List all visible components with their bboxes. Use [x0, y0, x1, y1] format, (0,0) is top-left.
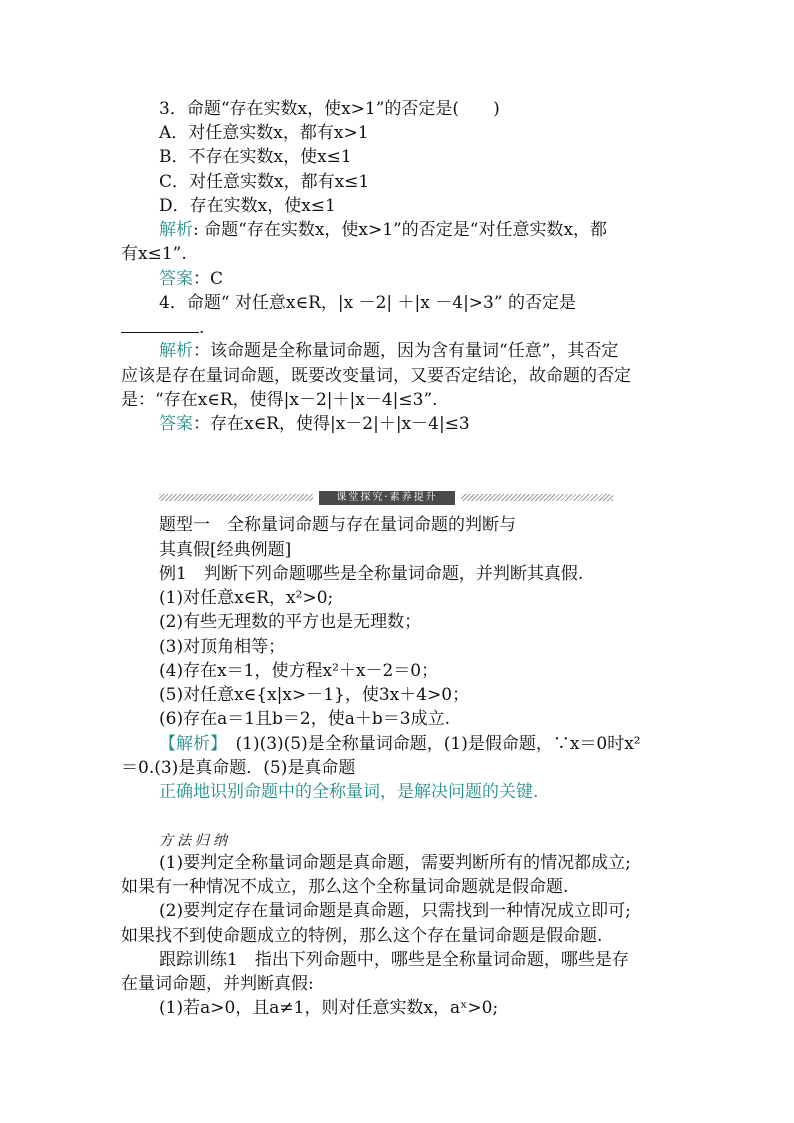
practice1-stem-cont: 在量词命题，并判断真假:	[121, 974, 314, 994]
example1-stem: 例1 判断下列命题哪些是全称量词命题，并判断其真假.	[159, 564, 584, 584]
q3-explanation-cont: 有x≤1”.	[121, 244, 187, 264]
method-summary-title: 方法归纳	[159, 833, 231, 849]
example1-solution	[159, 733, 641, 755]
divider-hatch-right	[461, 494, 613, 501]
q3-answer	[159, 268, 223, 290]
practice1-stem: 跟踪训练1 指出下列命题中，哪些是全称量词命题，哪些是存	[159, 950, 629, 970]
q4-blank-line	[121, 316, 204, 339]
q4-explanation-cont-2: 是：“存在x∈R，使得|x－2|＋|x－4|≤3”.	[121, 390, 438, 410]
example1-solution-label: 【解析】	[159, 734, 219, 754]
example1-item-1: (1)对任意x∈R，x²>0;	[159, 588, 334, 608]
section-divider	[159, 491, 613, 505]
example1-note: 正确地识别命题中的全称量词，是解决问题的关键.	[159, 782, 539, 802]
q3-stem: 3．命题“存在实数x，使x>1”的否定是( )	[159, 99, 500, 119]
example1-item-3: (3)对顶角相等；	[159, 637, 286, 657]
q3-explanation	[159, 219, 607, 241]
example1-item-5: (5)对任意x∈{x|x>－1}，使3x＋4>0；	[159, 685, 470, 705]
q3-option-a: A．对任意实数x，都有x>1	[159, 123, 369, 143]
q3-option-b: B．不存在实数x，使x≤1	[159, 147, 352, 167]
q4-answer-text: ：存在x∈R，使得|x－2|＋|x－4|≤3	[193, 414, 470, 434]
q3-option-c: C．对任意实数x，都有x≤1	[159, 172, 370, 192]
q4-explanation-label: 解析	[159, 341, 193, 361]
method-point-1: (1)要判定全称量词命题是真命题，需要判断所有的情况都成立;	[159, 853, 631, 873]
divider-hatch-left	[159, 494, 313, 501]
q4-answer	[159, 413, 470, 435]
q4-answer-label: 答案	[159, 414, 193, 434]
method-point-1-cont: 如果有一种情况不成立，那么这个全称量词命题就是假命题.	[121, 877, 569, 897]
type1-title: 题型一 全称量词命题与存在量词命题的判断与	[159, 515, 516, 535]
example1-solution-cont: ＝0.(3)是真命题．(5)是真命题	[121, 758, 356, 778]
q3-explanation-label: 解析	[159, 220, 193, 240]
q4-blank-period: .	[199, 318, 205, 338]
example1-item-2: (2)有些无理数的平方也是无理数；	[159, 612, 422, 632]
example1-item-4: (4)存在x＝1，使方程x²＋x－2＝0；	[159, 661, 439, 681]
type1-title-cont: 其真假[经典例题]	[159, 540, 292, 560]
q3-explanation-text: : 命题“存在实数x，使x>1”的否定是“对任意实数x，都	[193, 220, 608, 240]
q4-explanation-cont-1: 应该是存在量词命题，既要改变量词，又要否定结论，故命题的否定	[121, 366, 631, 386]
q4-stem: 4．命题“ 对任意x∈R，|x －2| ＋|x －4|>3” 的否定是	[159, 293, 576, 313]
q3-answer-text: ：C	[193, 269, 224, 289]
section-badge: 课堂探究·素养提升	[319, 491, 455, 505]
answer-blank	[121, 316, 199, 333]
example1-solution-text: (1)(3)(5)是全称量词命题，(1)是假命题，∵x＝0时x²	[218, 734, 641, 754]
q4-explanation-text: ：该命题是全称量词命题，因为含有量词“任意”，其否定	[193, 341, 619, 361]
method-point-2: (2)要判定存在量词命题是真命题，只需找到一种情况成立即可;	[159, 901, 631, 921]
practice1-item-1: (1)若a>0，且a≠1，则对任意实数x，aˣ>0;	[159, 998, 499, 1018]
example1-item-6: (6)存在a＝1且b＝2，使a＋b＝3成立.	[159, 709, 450, 729]
method-point-2-cont: 如果找不到使命题成立的特例，那么这个存在量词命题是假命题.	[121, 926, 603, 946]
q3-option-d: D．存在实数x，使x≤1	[159, 196, 336, 216]
q3-answer-label: 答案	[159, 269, 193, 289]
q4-explanation	[159, 340, 618, 362]
